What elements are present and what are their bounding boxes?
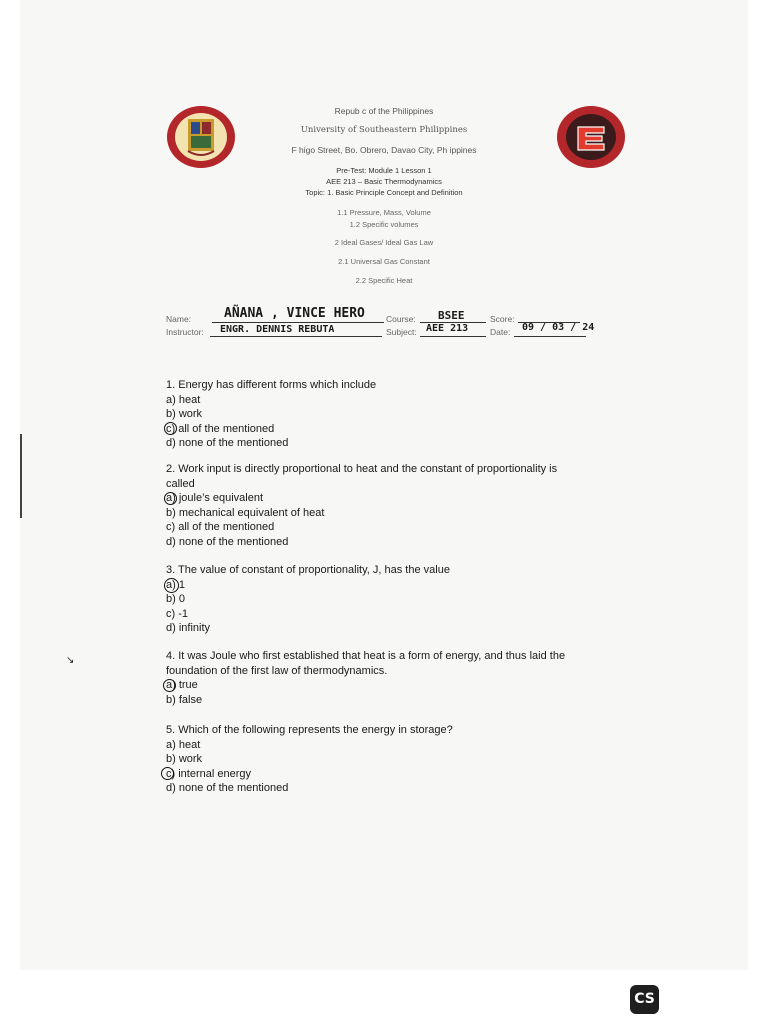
header-pretest: Pre-Test: Module 1 Lesson 1: [336, 166, 432, 175]
date-underline: [514, 336, 586, 337]
option-a[interactable]: a) joule’s equivalent: [166, 492, 264, 504]
header-subtopic-2-2: 2.2 Specific Heat: [355, 276, 413, 285]
stray-pen-mark: ↘: [66, 655, 75, 666]
option-c[interactable]: c) all of the mentioned: [166, 521, 275, 533]
question-text: 1. Energy has different forms which include: [166, 379, 377, 391]
course-label: Course:: [386, 314, 416, 324]
option-d[interactable]: d) infinity: [166, 622, 211, 634]
option-c[interactable]: c) all of the mentioned: [166, 422, 275, 435]
option-d[interactable]: d) none of the mentioned: [166, 782, 289, 794]
instructor-value: ENGR. DENNIS REBUTA: [220, 324, 335, 335]
option-b[interactable]: b) false: [166, 693, 203, 706]
header-subtopic-1-2: 1.2 Specific volumes: [349, 220, 419, 229]
header-subtopic-2-1: 2.1 Universal Gas Constant: [338, 257, 430, 266]
date-value: 09 / 03 / 24: [522, 322, 595, 333]
question-4: [166, 649, 565, 707]
option-a[interactable]: a) true: [166, 679, 198, 691]
subject-underline: [420, 336, 486, 337]
question-text: 5. Which of the following represents the energy in storage?: [166, 724, 453, 736]
subject-label: Subject:: [386, 327, 417, 337]
answer-circle-mark: [164, 422, 177, 435]
instructor-label: Instructor:: [166, 327, 204, 337]
option-c[interactable]: c) internal energy: [166, 767, 251, 780]
option-b[interactable]: b) 0: [166, 593, 185, 605]
answer-circle-mark: [161, 767, 174, 780]
camscanner-badge: CS: [630, 985, 659, 1014]
question-3: [166, 563, 450, 636]
header-subtopic-1-1: 1.1 Pressure, Mass, Volume: [337, 208, 431, 217]
header-course: AEE 213 – Basic Thermodynamics: [326, 177, 442, 186]
option-b[interactable]: b) work: [166, 408, 203, 420]
course-value: BSEE: [438, 309, 465, 322]
header-university: University of Southeastern Philippines: [300, 125, 468, 135]
header-subtopic-2: 2 Ideal Gases/ Ideal Gas Law: [334, 238, 434, 247]
answer-circle-mark: [164, 492, 177, 505]
name-value: AÑANA , VINCE HERO: [224, 306, 365, 321]
score-label: Score:: [490, 314, 515, 324]
header-topic: Topic: 1. Basic Principle Concept and Definition: [305, 188, 463, 197]
option-b[interactable]: b) mechanical equivalent of heat: [166, 506, 325, 519]
question-5: [166, 723, 453, 796]
option-a[interactable]: a) 1: [166, 578, 185, 591]
option-a[interactable]: a) heat: [166, 738, 201, 751]
option-d[interactable]: d) none of the mentioned: [166, 535, 289, 548]
answer-circle-mark: [163, 679, 176, 692]
question-text: 3. The value of constant of proportionality, J, has the value: [166, 564, 450, 576]
option-c[interactable]: c) -1: [166, 607, 188, 620]
date-label: Date:: [490, 327, 511, 337]
name-label: Name:: [166, 314, 192, 324]
question-1: [166, 378, 376, 451]
header-address: F higo Street, Bo. Obrero, Davao City, Ph ippines: [291, 145, 477, 155]
question-2: [166, 462, 557, 549]
option-b[interactable]: b) work: [166, 753, 203, 765]
margin-mark: [20, 434, 22, 518]
name-underline: [212, 322, 384, 323]
question-text-cont: called: [166, 477, 195, 490]
subject-value: AEE 213: [426, 323, 469, 334]
question-text-cont: foundation of the first law of thermodynamics.: [166, 664, 388, 677]
question-text: 2. Work input is directly proportional to heat and the constant of proportionality is: [166, 463, 558, 475]
option-d[interactable]: d) none of the mentioned: [166, 437, 289, 449]
answer-circle-mark: [164, 578, 179, 593]
option-a[interactable]: a) heat: [166, 393, 201, 406]
instructor-underline: [210, 336, 382, 337]
header-republic: Repub c of the Philippines: [334, 106, 434, 116]
question-text: 4. It was Joule who first established that heat is a form of energy, and thus laid the: [166, 650, 566, 662]
